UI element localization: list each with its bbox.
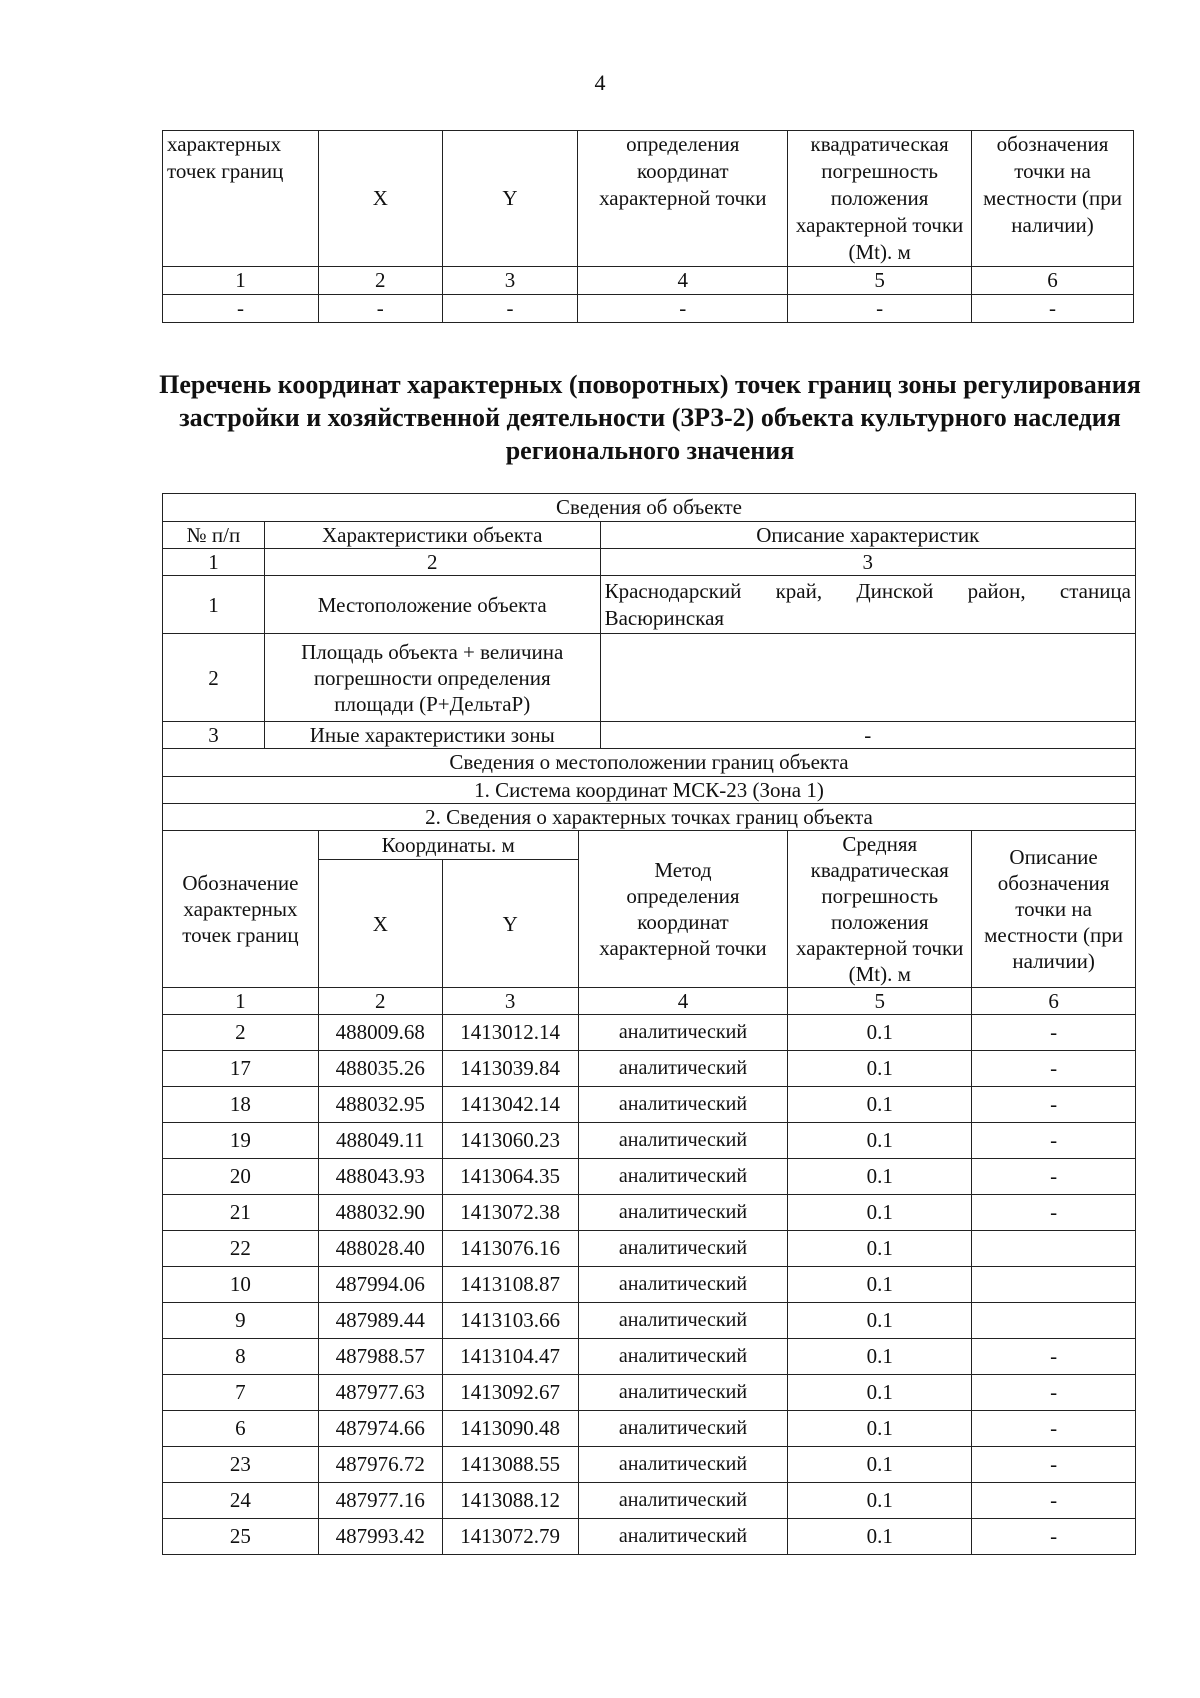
- object-row-number: 1: [163, 576, 265, 634]
- prev-dash-row: [163, 295, 1134, 323]
- col-number: 2: [318, 267, 442, 295]
- object-row-number: 3: [163, 722, 265, 749]
- points-col-numbers-row: [163, 988, 1136, 1015]
- point-id: 20: [163, 1159, 319, 1195]
- point-y: 1413039.84: [442, 1051, 578, 1087]
- point-id: 10: [163, 1267, 319, 1303]
- object-row: [163, 722, 1136, 749]
- col-number: 2: [318, 988, 442, 1015]
- point-id: 23: [163, 1447, 319, 1483]
- header-y: Y: [442, 860, 578, 988]
- point-y: 1413064.35: [442, 1159, 578, 1195]
- point-accuracy: 0.1: [788, 1051, 972, 1087]
- point-row: [163, 1231, 1136, 1267]
- object-characteristic: Местоположение объекта: [264, 576, 600, 634]
- prev-col-numbers-row: [163, 267, 1134, 295]
- point-y: 1413012.14: [442, 1015, 578, 1051]
- point-description: [972, 1267, 1136, 1303]
- object-description: Краснодарский край, Динской район, станица Васюринская: [600, 576, 1135, 634]
- col-number: 1: [163, 988, 319, 1015]
- col-number: 3: [600, 549, 1135, 576]
- point-y: 1413088.12: [442, 1483, 578, 1519]
- point-method: аналитический: [578, 1195, 788, 1231]
- point-x: 487993.42: [318, 1519, 442, 1555]
- point-id: 7: [163, 1375, 319, 1411]
- point-accuracy: 0.1: [788, 1519, 972, 1555]
- point-y: 1413072.79: [442, 1519, 578, 1555]
- point-accuracy: 0.1: [788, 1231, 972, 1267]
- point-method: аналитический: [578, 1411, 788, 1447]
- point-row: [163, 1051, 1136, 1087]
- object-row: [163, 576, 1136, 634]
- points-title: 2. Сведения о характерных точках границ объекта: [163, 804, 1136, 831]
- header-description: Описание характеристик: [600, 522, 1135, 549]
- point-x: 488009.68: [318, 1015, 442, 1051]
- point-id: 6: [163, 1411, 319, 1447]
- dash-cell: -: [318, 295, 442, 323]
- section-heading: Перечень координат характерных (поворотных) точек границ зоны регулирования застройки и хозяйственной деятельности (ЗРЗ-2) объекта культурного наследия регионального значения: [159, 370, 1141, 465]
- point-x: 488028.40: [318, 1231, 442, 1267]
- point-method: аналитический: [578, 1339, 788, 1375]
- point-description: [972, 1231, 1136, 1267]
- header-accuracy: Средняя квадратическая погрешность положения характерной точки (Mt). м: [788, 831, 972, 988]
- col-number: 4: [578, 988, 788, 1015]
- point-accuracy: 0.1: [788, 1015, 972, 1051]
- point-x: 488035.26: [318, 1051, 442, 1087]
- point-x: 487989.44: [318, 1303, 442, 1339]
- point-description: -: [972, 1375, 1136, 1411]
- point-method: аналитический: [578, 1519, 788, 1555]
- point-accuracy: 0.1: [788, 1483, 972, 1519]
- object-col-numbers-row: [163, 549, 1136, 576]
- point-row: [163, 1195, 1136, 1231]
- point-x: 487977.16: [318, 1483, 442, 1519]
- point-id: 19: [163, 1123, 319, 1159]
- col-number: 5: [788, 988, 972, 1015]
- dash-cell: -: [163, 295, 319, 323]
- point-y: 1413076.16: [442, 1231, 578, 1267]
- coord-system: 1. Система координат МСК-23 (Зона 1): [163, 777, 1136, 804]
- header-coords: Координаты. м: [318, 831, 578, 860]
- dash-cell: -: [972, 295, 1134, 323]
- point-accuracy: 0.1: [788, 1087, 972, 1123]
- point-id: 2: [163, 1015, 319, 1051]
- zone-points-table: [162, 493, 1136, 1555]
- col-number: 2: [264, 549, 600, 576]
- header-x: X: [318, 860, 442, 988]
- point-id: 24: [163, 1483, 319, 1519]
- point-row: [163, 1339, 1136, 1375]
- point-description: -: [972, 1159, 1136, 1195]
- point-x: 488032.90: [318, 1195, 442, 1231]
- point-row: [163, 1303, 1136, 1339]
- point-x: 487976.72: [318, 1447, 442, 1483]
- point-accuracy: 0.1: [788, 1195, 972, 1231]
- point-method: аналитический: [578, 1015, 788, 1051]
- point-row: [163, 1375, 1136, 1411]
- point-method: аналитический: [578, 1267, 788, 1303]
- point-description: -: [972, 1447, 1136, 1483]
- object-info-title: Сведения об объекте: [163, 494, 1136, 522]
- point-description: [972, 1303, 1136, 1339]
- coord-system-row: [163, 777, 1136, 804]
- col-number: 4: [578, 267, 788, 295]
- point-description: -: [972, 1483, 1136, 1519]
- col-number: 5: [788, 267, 972, 295]
- point-method: аналитический: [578, 1159, 788, 1195]
- point-accuracy: 0.1: [788, 1447, 972, 1483]
- point-y: 1413072.38: [442, 1195, 578, 1231]
- point-method: аналитический: [578, 1375, 788, 1411]
- point-description: -: [972, 1339, 1136, 1375]
- location-title-row: [163, 749, 1136, 777]
- point-row: [163, 1267, 1136, 1303]
- point-description: -: [972, 1123, 1136, 1159]
- point-y: 1413104.47: [442, 1339, 578, 1375]
- point-y: 1413092.67: [442, 1375, 578, 1411]
- point-id: 9: [163, 1303, 319, 1339]
- dash-cell: -: [788, 295, 972, 323]
- point-accuracy: 0.1: [788, 1267, 972, 1303]
- header-characteristic: Характеристики объекта: [264, 522, 600, 549]
- object-description: [600, 634, 1135, 722]
- dash-cell: -: [442, 295, 578, 323]
- point-method: аналитический: [578, 1483, 788, 1519]
- point-x: 487977.63: [318, 1375, 442, 1411]
- col-number: 6: [972, 988, 1136, 1015]
- point-id: 25: [163, 1519, 319, 1555]
- prev-header-points: характерных точек границ: [163, 131, 319, 267]
- point-row: [163, 1447, 1136, 1483]
- point-y: 1413060.23: [442, 1123, 578, 1159]
- object-row: [163, 634, 1136, 722]
- point-method: аналитический: [578, 1303, 788, 1339]
- point-y: 1413088.55: [442, 1447, 578, 1483]
- prev-header-y: Y: [442, 131, 578, 267]
- prev-header-description: обозначения точки на местности (при наличии): [972, 131, 1134, 267]
- point-x: 487994.06: [318, 1267, 442, 1303]
- point-y: 1413042.14: [442, 1087, 578, 1123]
- point-accuracy: 0.1: [788, 1411, 972, 1447]
- dash-cell: -: [578, 295, 788, 323]
- point-y: 1413108.87: [442, 1267, 578, 1303]
- point-x: 488043.93: [318, 1159, 442, 1195]
- col-number: 1: [163, 267, 319, 295]
- point-x: 488049.11: [318, 1123, 442, 1159]
- col-number: 3: [442, 988, 578, 1015]
- point-accuracy: 0.1: [788, 1375, 972, 1411]
- header-method: Метод определения координат характерной точки: [578, 831, 788, 988]
- point-row: [163, 1123, 1136, 1159]
- page-number: 4: [594, 70, 606, 95]
- point-description: -: [972, 1051, 1136, 1087]
- point-row: [163, 1087, 1136, 1123]
- col-number: 3: [442, 267, 578, 295]
- point-accuracy: 0.1: [788, 1123, 972, 1159]
- points-title-row: [163, 804, 1136, 831]
- point-accuracy: 0.1: [788, 1159, 972, 1195]
- point-accuracy: 0.1: [788, 1303, 972, 1339]
- prev-points-table: [162, 130, 1134, 323]
- point-id: 17: [163, 1051, 319, 1087]
- object-description: -: [600, 722, 1135, 749]
- object-col-headers-row: [163, 522, 1136, 549]
- point-method: аналитический: [578, 1087, 788, 1123]
- point-method: аналитический: [578, 1123, 788, 1159]
- point-row: [163, 1519, 1136, 1555]
- point-accuracy: 0.1: [788, 1339, 972, 1375]
- header-description: Описание обозначения точки на местности (при наличии): [972, 831, 1136, 988]
- prev-header-method: определения координат характерной точки: [578, 131, 788, 267]
- point-description: -: [972, 1519, 1136, 1555]
- point-description: -: [972, 1087, 1136, 1123]
- col-number: 6: [972, 267, 1134, 295]
- point-row: [163, 1015, 1136, 1051]
- point-description: -: [972, 1015, 1136, 1051]
- point-id: 22: [163, 1231, 319, 1267]
- point-row: [163, 1483, 1136, 1519]
- prev-header-x: X: [318, 131, 442, 267]
- point-id: 8: [163, 1339, 319, 1375]
- point-y: 1413090.48: [442, 1411, 578, 1447]
- location-title: Сведения о местоположении границ объекта: [163, 749, 1136, 777]
- point-x: 487974.66: [318, 1411, 442, 1447]
- points-header-row: [163, 831, 1136, 860]
- point-row: [163, 1159, 1136, 1195]
- point-x: 487988.57: [318, 1339, 442, 1375]
- point-description: -: [972, 1195, 1136, 1231]
- prev-header-accuracy: квадратическая погрешность положения характерной точки (Mt). м: [788, 131, 972, 267]
- object-characteristic: Площадь объекта + величина погрешности определения площади (Р+ДельтаР): [264, 634, 600, 722]
- object-characteristic: Иные характеристики зоны: [264, 722, 600, 749]
- object-info-title-row: [163, 494, 1136, 522]
- point-method: аналитический: [578, 1231, 788, 1267]
- header-point: Обозначение характерных точек границ: [163, 831, 319, 988]
- point-y: 1413103.66: [442, 1303, 578, 1339]
- header-row-number: № п/п: [163, 522, 265, 549]
- point-id: 18: [163, 1087, 319, 1123]
- point-row: [163, 1411, 1136, 1447]
- point-method: аналитический: [578, 1447, 788, 1483]
- object-row-number: 2: [163, 634, 265, 722]
- point-x: 488032.95: [318, 1087, 442, 1123]
- point-id: 21: [163, 1195, 319, 1231]
- point-method: аналитический: [578, 1051, 788, 1087]
- point-description: -: [972, 1411, 1136, 1447]
- col-number: 1: [163, 549, 265, 576]
